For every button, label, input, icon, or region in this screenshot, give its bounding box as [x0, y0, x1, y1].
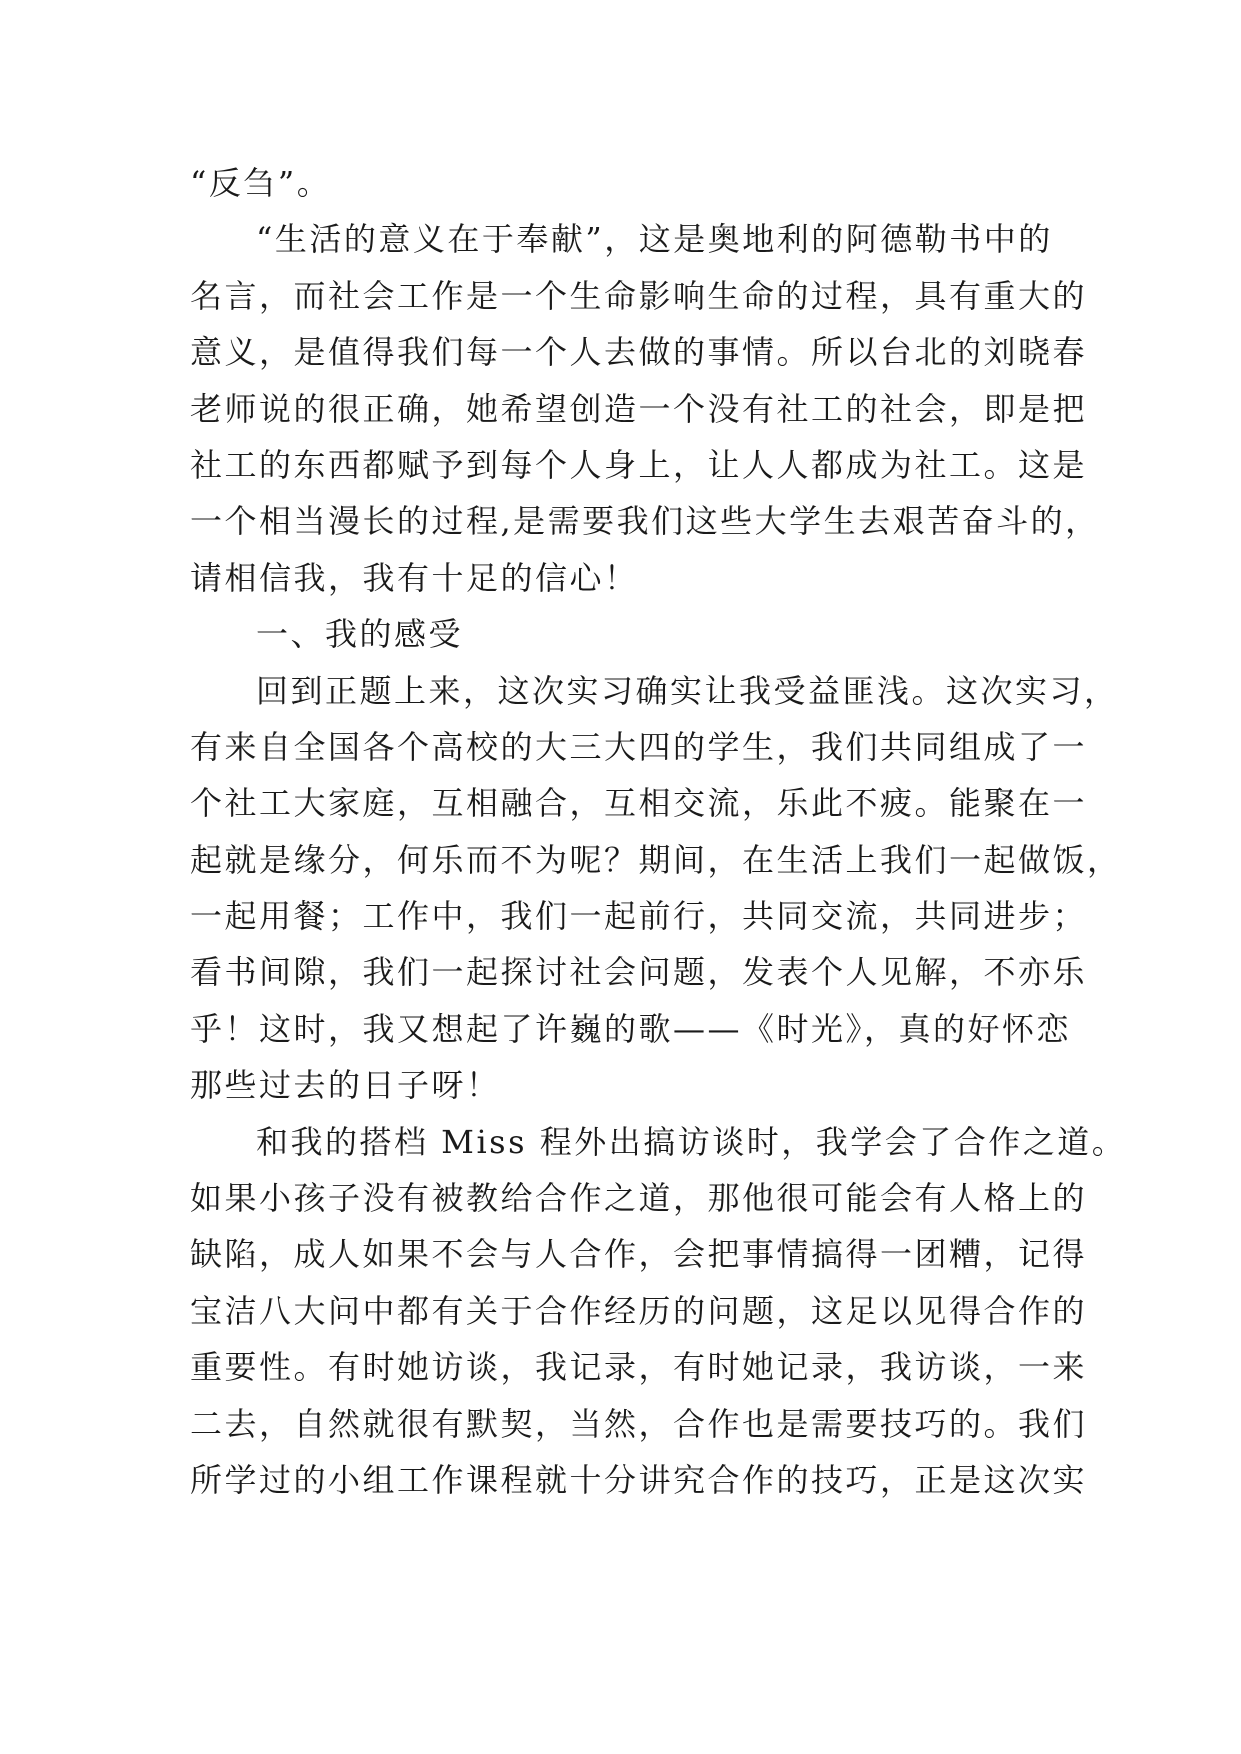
text-line: 所学过的小组工作课程就十分讲究合作的技巧，正是这次实 — [190, 1460, 1088, 1499]
text-line: 看书间隙，我们一起探讨社会问题，发表个人见解，不亦乐 — [190, 953, 1088, 992]
text-line: 起就是缘分，何乐而不为呢？期间，在生活上我们一起做饭， — [190, 840, 1122, 879]
text-line: 二去，自然就很有默契，当然，合作也是需要技巧的。我们 — [190, 1404, 1088, 1443]
text-line: 乎！这时，我又想起了许巍的歌——《时光》，真的好怀恋 — [190, 1009, 1072, 1048]
text-line: 意义，是值得我们每一个人去做的事情。所以台北的刘晓春 — [190, 333, 1088, 372]
text-line: 一起用餐；工作中，我们一起前行，共同交流，共同进步； — [190, 897, 1088, 936]
text-line: “生活的意义在于奉献”，这是奥地利的阿德勒书中的 — [256, 220, 1053, 259]
section-heading: 一、我的感受 — [256, 615, 464, 654]
text-line: 重要性。有时她访谈，我记录，有时她记录，我访谈，一来 — [190, 1348, 1088, 1387]
text-line: 和我的搭档 Miss 程外出搞访谈时，我学会了合作之道。 — [256, 1122, 1127, 1161]
document-body — [190, 155, 1127, 1508]
text-line: 回到正题上来，这次实习确实让我受益匪浅。这次实习， — [256, 671, 1119, 710]
text-line: 社工的东西都赋予到每个人身上，让人人都成为社工。这是 — [190, 445, 1088, 484]
text-line: 有来自全国各个高校的大三大四的学生，我们共同组成了一 — [190, 727, 1088, 766]
text-line: “反刍”。 — [190, 164, 332, 202]
text-line: 老师说的很正确，她希望创造一个没有社工的社会，即是把 — [190, 389, 1088, 428]
text-line: 如果小孩子没有被教给合作之道，那他很可能会有人格上的 — [190, 1179, 1088, 1218]
text-line: 名言，而社会工作是一个生命影响生命的过程，具有重大的 — [190, 276, 1088, 315]
text-line: 个社工大家庭，互相融合，互相交流，乐此不疲。能聚在一 — [190, 784, 1088, 823]
text-line: 一个相当漫长的过程,是需要我们这些大学生去艰苦奋斗的， — [190, 502, 1100, 541]
text-line: 缺陷，成人如果不会与人合作，会把事情搞得一团糟，记得 — [190, 1235, 1088, 1274]
text-line: 请相信我，我有十足的信心！ — [190, 558, 639, 597]
text-line: 那些过去的日子呀！ — [190, 1066, 501, 1105]
text-line: 宝洁八大问中都有关于合作经历的问题，这足以见得合作的 — [190, 1291, 1088, 1330]
